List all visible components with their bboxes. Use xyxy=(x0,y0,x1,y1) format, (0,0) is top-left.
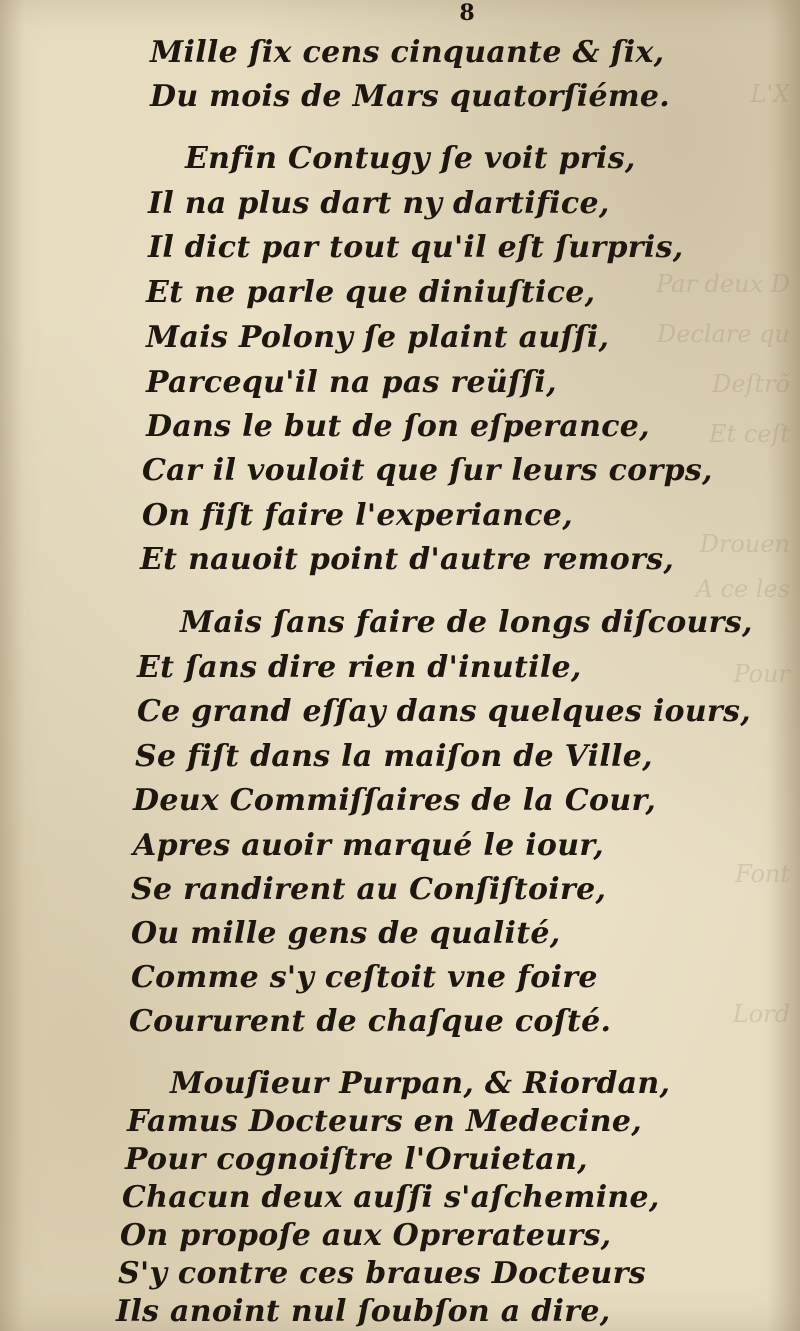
poem-line: Mille ſix cens cinquante & ſix, xyxy=(150,35,665,70)
poem-line: Mais Polony ſe plaint auſſi, xyxy=(146,320,610,355)
poem-line: Coururent de chaſque coſté. xyxy=(129,1004,612,1039)
poem-line: Famus Docteurs en Medecine, xyxy=(127,1104,642,1139)
poem-line: Enfin Contugy ſe voit pris, xyxy=(185,141,636,176)
poem-line: Parcequ'il na pas reüſſi, xyxy=(146,365,557,400)
poem-line: Mouſieur Purpan, & Riordan, xyxy=(170,1066,671,1101)
poem-line: Apres auoir marqué le iour, xyxy=(133,828,605,863)
poem-line: Chacun deux auſſi s'aſchemine, xyxy=(122,1180,660,1215)
poem-line: Et nauoit point d'autre remors, xyxy=(140,542,675,577)
poem-line: Pour cognoiſtre l'Oruietan, xyxy=(125,1142,588,1177)
poem-line: Ce grand eſſay dans quelques iours, xyxy=(137,694,751,729)
poem-line: Il na plus dart ny dartifice, xyxy=(148,186,610,221)
poem-line: Il dict par tout qu'il eſt ſurpris, xyxy=(148,230,684,265)
poem-line: On fiſt faire l'experiance, xyxy=(142,498,573,533)
poem-line: Et ne parle que diniuſtice, xyxy=(146,275,596,310)
poem-line: Se fiſt dans la maiſon de Ville, xyxy=(135,739,653,774)
poem-line: On propoſe aux Oprerateurs, xyxy=(120,1218,612,1253)
poem-line: Ou mille gens de qualité, xyxy=(131,916,561,951)
signature-mark: 8 xyxy=(459,0,475,26)
poem-line: Et ſans dire rien d'inutile, xyxy=(137,650,582,685)
poem-line: Comme s'y ceſtoit vne foire xyxy=(131,960,598,995)
poem-line: Dans le but de ſon eſperance, xyxy=(146,409,650,444)
poem-line: Du mois de Mars quatorſiéme. xyxy=(150,79,671,114)
poem-line: Ils anoint nul ſoubſon a dire, xyxy=(116,1294,611,1329)
poem-line: Mais ſans faire de longs diſcours, xyxy=(180,605,753,640)
poem-line: Deux Commiſſaires de la Cour, xyxy=(133,783,657,818)
poem-line: Se randirent au Conſiſtoire, xyxy=(131,872,607,907)
poem-line: S'y contre ces braues Docteurs xyxy=(118,1256,646,1291)
show-through-text: L'X Par deux D Declare qu Deſtrõ Et ceſt Drouen A ce les Pour Font Lord xyxy=(656,80,790,1028)
poem-line: Car il vouloit que ſur leurs corps, xyxy=(142,453,713,488)
